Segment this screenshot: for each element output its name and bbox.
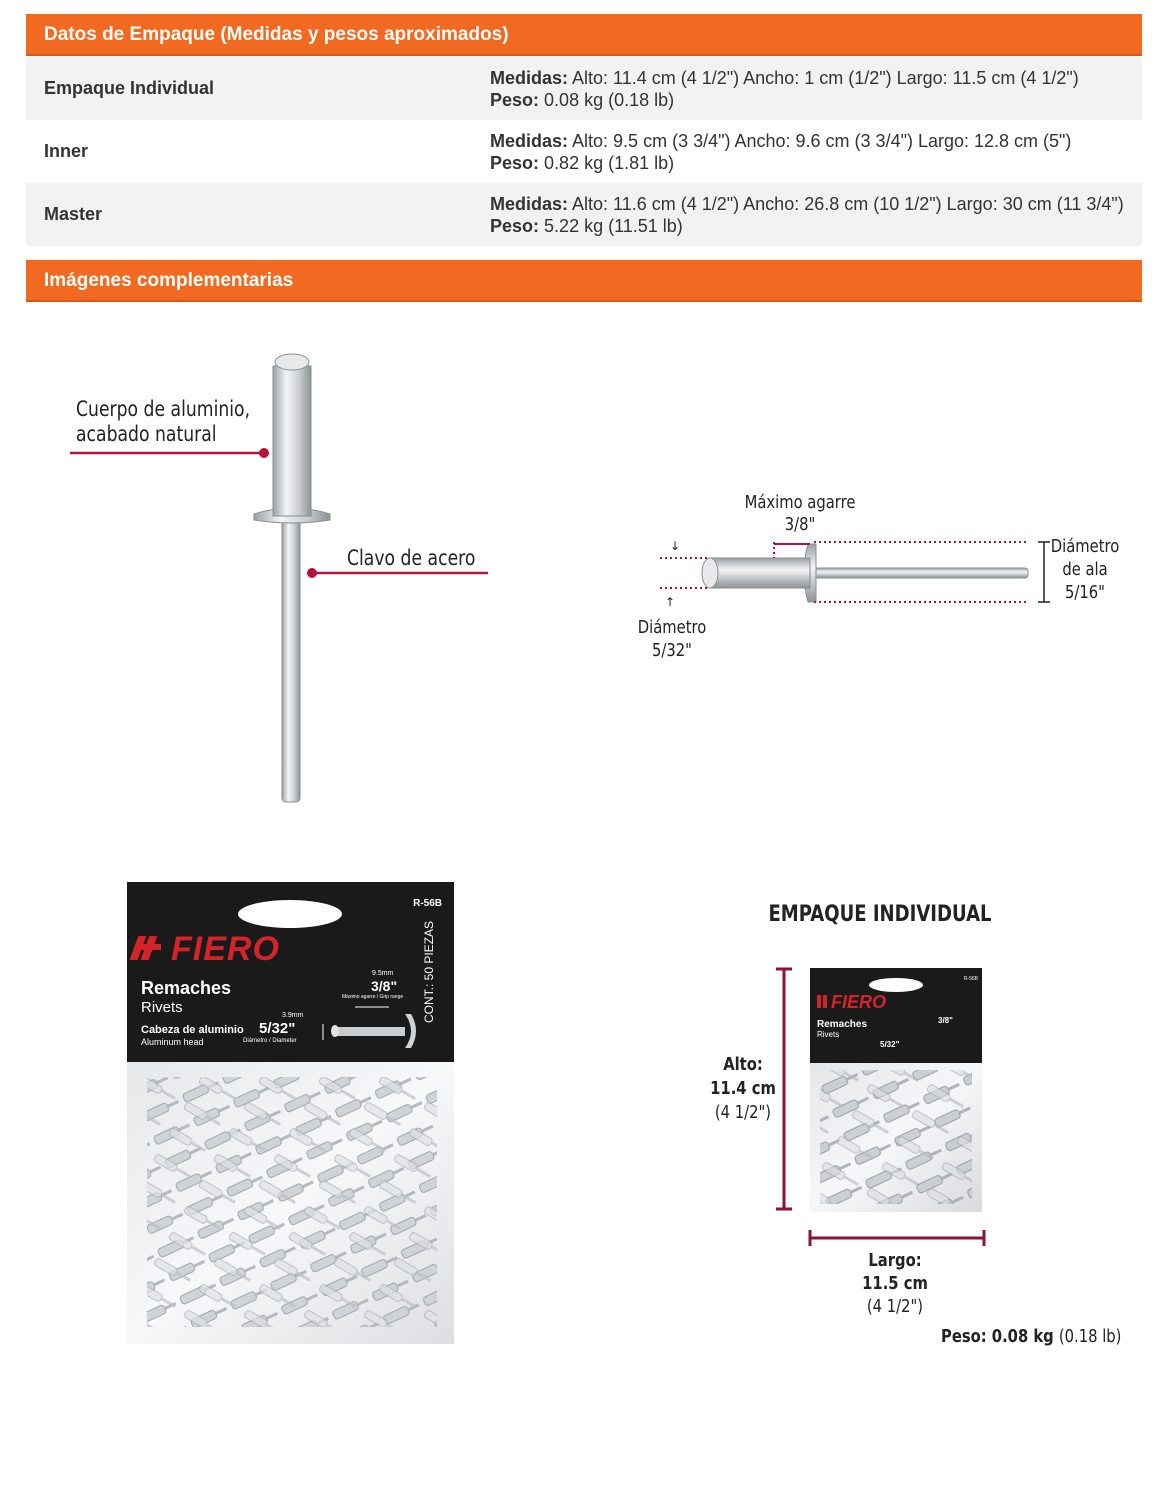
- package-count: CONT.: 50 PIEZAS: [422, 920, 436, 1023]
- package-grip-in: 3/8": [371, 978, 398, 994]
- images-section-header: Imágenes complementarias: [26, 260, 1142, 302]
- package-small-diam: 5/32": [880, 1040, 900, 1049]
- packing-row-master: [26, 183, 1142, 246]
- dim-grip-label: Máximo agarre: [744, 492, 856, 513]
- dim-flange-line1: Diámetro: [1050, 536, 1120, 557]
- row-value: Medidas: Alto: 11.6 cm (4 1/2") Ancho: 26.8 cm (10 1/2") Largo: 30 cm (11 3/4") Peso: 5.22 kg (11.51 lb): [490, 194, 1124, 236]
- package-head-es: Cabeza de aluminio: [141, 1024, 244, 1036]
- package-small-grip: 3/8": [938, 1016, 953, 1025]
- dim-diameter-line1: Diámetro: [637, 617, 707, 638]
- individual-largo-line2: 11.5 cm: [862, 1273, 928, 1294]
- package-small-name-es: Remaches: [817, 1019, 868, 1030]
- package-small-name-en: Rivets: [817, 1030, 840, 1039]
- individual-largo-line3: (4 1/2"): [866, 1296, 924, 1317]
- package-small-brand: FIERO: [831, 992, 887, 1012]
- package-name-en: Rivets: [141, 999, 183, 1016]
- package-diam-in: 5/32": [259, 1020, 296, 1037]
- row-label: Master: [44, 204, 103, 224]
- dim-flange-line3: 5/16": [1065, 582, 1105, 603]
- callout-nail: Clavo de acero: [347, 546, 476, 570]
- dim-flange-line2: de ala: [1062, 559, 1108, 580]
- package-diam-mm: 3.9mm: [282, 1012, 304, 1019]
- package-code: R-56B: [413, 898, 442, 909]
- packing-row-inner: [26, 120, 1142, 183]
- individual-weight: Peso: 0.08 kg (0.18 lb): [941, 1326, 1122, 1347]
- package-name-es: Remaches: [141, 978, 232, 998]
- row-label: Inner: [44, 141, 89, 161]
- svg-text:↑: ↑: [665, 595, 676, 609]
- package-brand-logo: FIERO: [171, 930, 280, 968]
- callout-body-line2: acabado natural: [76, 422, 217, 446]
- row-value: Medidas: Alto: 9.5 cm (3 3/4") Ancho: 9.6 cm (3 3/4") Largo: 12.8 cm (5") Peso: 0.82 kg (1.81 lb): [490, 131, 1072, 173]
- rivet-dimension-illustration: [640, 530, 1060, 620]
- package-large: [127, 882, 454, 1344]
- dim-diameter-line2: 5/32": [652, 640, 692, 661]
- packing-row-individual: [26, 57, 1142, 120]
- individual-alto-line3: (4 1/2"): [714, 1102, 772, 1123]
- package-grip-mm: 9.5mm: [372, 970, 394, 977]
- package-small: [810, 968, 982, 1212]
- individual-alto-line1: Alto:: [723, 1054, 763, 1075]
- svg-text:↓: ↓: [670, 539, 681, 553]
- individual-title: EMPAQUE INDIVIDUAL: [768, 902, 992, 927]
- package-diam-caption: Diámetro / Diameter: [243, 1038, 297, 1044]
- package-small-code: R-56B: [963, 976, 978, 982]
- row-value: Medidas: Alto: 11.4 cm (4 1/2") Ancho: 1 cm (1/2") Largo: 11.5 cm (4 1/2") Peso: 0.08 kg (0.18 lb): [490, 68, 1079, 110]
- package-grip-caption: Máximo agarre / Grip range: [342, 994, 404, 1000]
- callout-body-line1: Cuerpo de aluminio,: [76, 397, 251, 421]
- package-count-wrap: [419, 920, 439, 1026]
- packing-section-header: Datos de Empaque (Medidas y pesos aproximados): [26, 14, 1142, 56]
- package-head-en: Aluminum head: [141, 1037, 204, 1047]
- row-label: Empaque Individual: [44, 78, 215, 98]
- individual-alto-line2: 11.4 cm: [710, 1078, 776, 1099]
- dim-grip-value: 3/8": [784, 514, 816, 535]
- individual-largo-line1: Largo:: [868, 1250, 922, 1271]
